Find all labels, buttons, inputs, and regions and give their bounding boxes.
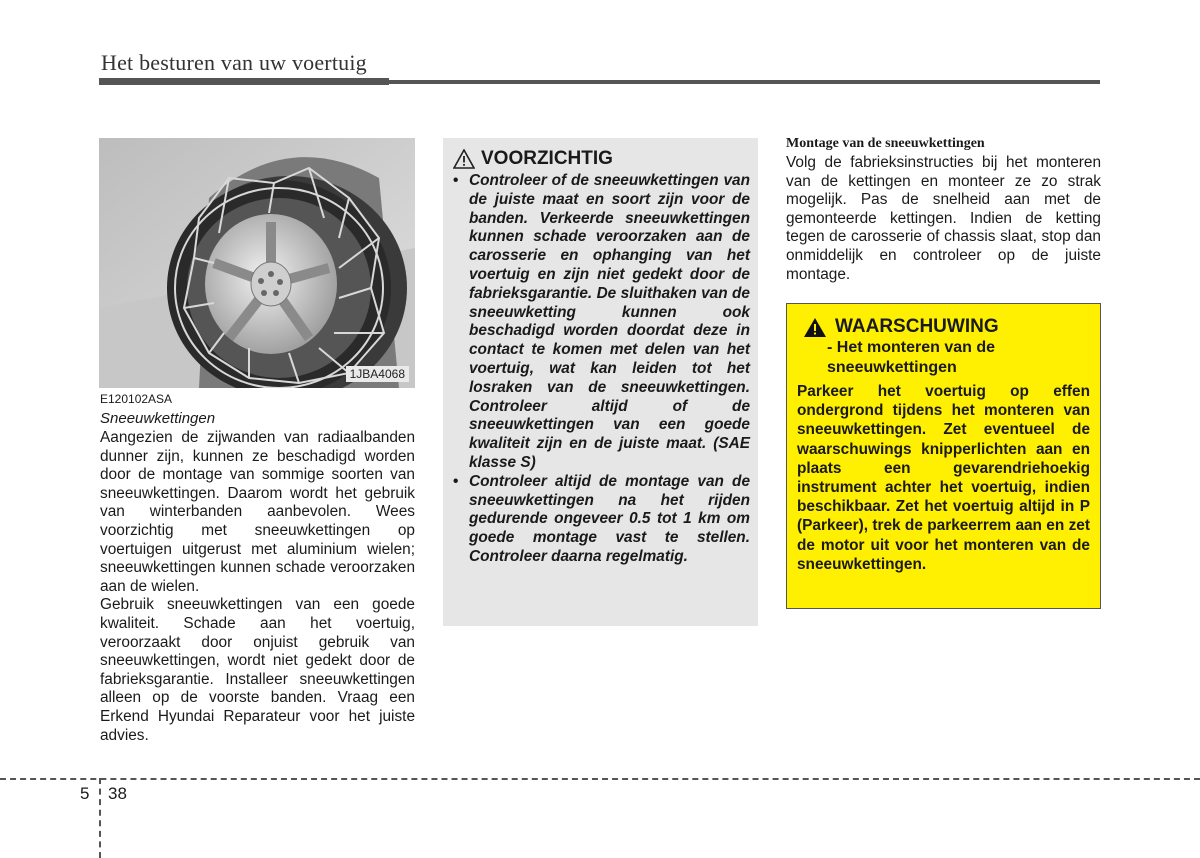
- figure-code: 1JBA4068: [346, 366, 409, 382]
- section-subtitle: Sneeuwkettingen: [100, 410, 216, 427]
- montage-title: Montage van de sneeuwkettingen: [786, 136, 985, 151]
- warning-box: [786, 303, 1101, 609]
- footer-rule: [0, 778, 1200, 780]
- page-header-title: Het besturen van uw voertuig: [101, 50, 367, 75]
- caution-item: [453, 473, 750, 567]
- caution-triangle-icon: [453, 149, 475, 169]
- bullet-icon: •: [453, 472, 459, 490]
- snow-chain-illustration: [99, 138, 415, 388]
- caution-item-text: Controleer of de sneeuwkettingen van de juiste maat en soort zijn voor de banden. Verkeerde sneeuwkettingen kunnen schade veroorzaken aan de carosserie en ophanging van het voertuig en zijn niet gedekt door de fabrieksgarantie. De sluithaken van de sneeuwketting kunnen ook beschadigd worden doordat deze in contact te komen met delen van het voertuig, wat kan leiden tot het losraken van de sneeuwkettingen. Controleer altijd of de sneeuwkettingen van een goede kwaliteit zijn en de juiste maat. (SAE klasse S): [469, 172, 750, 471]
- warning-triangle-icon: [803, 317, 827, 338]
- caution-title: VOORZICHTIG: [481, 148, 613, 169]
- caution-list: [453, 172, 750, 567]
- section-paragraph-1: Aangezien de zijwanden van radiaalbanden dunner zijn, kunnen ze beschadigd worden door de montage van sommige soorten van sneeuwkettingen. Daarom wordt het gebruik van winterbanden aanbevolen. Wees voorzichtig met sneeuwkettingen op voertuigen uitgerust met aluminium wielen; sneeuwkettingen kunnen schade veroorzaken aan de wielen.: [100, 429, 415, 595]
- bullet-icon: •: [453, 172, 459, 189]
- montage-section: [786, 136, 1101, 284]
- page-number: 38: [108, 784, 127, 803]
- montage-text: Volg de fabrieksinstructies bij het monteren van de kettingen en monteer ze zo strak mogelijk. Pas de snelheid aan met de gemonteerde kettingen. Indien de ketting tegen de carosserie of chassis slaat, stop dan onmiddelijk en controleer op de juiste montage.: [786, 154, 1101, 283]
- footer-divider: [99, 778, 101, 858]
- header-rule-accent: [99, 78, 389, 85]
- warning-title: WAARSCHUWING: [835, 316, 999, 337]
- caution-box: [443, 138, 758, 626]
- chapter-number: 5: [80, 784, 90, 803]
- warning-subtitle: - Het monteren van de sneeuwkettingen: [827, 339, 996, 376]
- section-paragraph-2: Gebruik sneeuwkettingen van een goede kwaliteit. Schade aan het voertuig, veroorzaakt door onjuist gebruik van sneeuwkettingen, wordt niet gedekt door de fabrieksgarantie. Installeer sneeuwkettingen alleen op de voorste banden. Vraag een Erkend Hyundai Reparateur voor het juiste advies.: [100, 596, 415, 744]
- section-code: E120102ASA: [100, 392, 173, 406]
- caution-item-text: Controleer altijd de montage van de sneeuwkettingen na het rijden gedurende ongeveer 0.5 tot 1 km om goede montage vast te stellen. Controleer daarna regelmatig.: [469, 472, 750, 565]
- caution-item: [453, 172, 750, 473]
- snow-chains-section: [100, 392, 415, 745]
- warning-text: Parkeer het voertuig op effen ondergrond tijdens het monteren van sneeuwkettingen. Zet eventueel de waarschuwings knipperlichten aan en plaats een gevarendriehoekig instrument achter het voertuig, indien beschikbaar. Zet het voertuig altijd in P (Parkeer), trek de parkeerrem aan en zet de motor uit voor het monteren van de sneeuwkettingen.: [797, 383, 1090, 573]
